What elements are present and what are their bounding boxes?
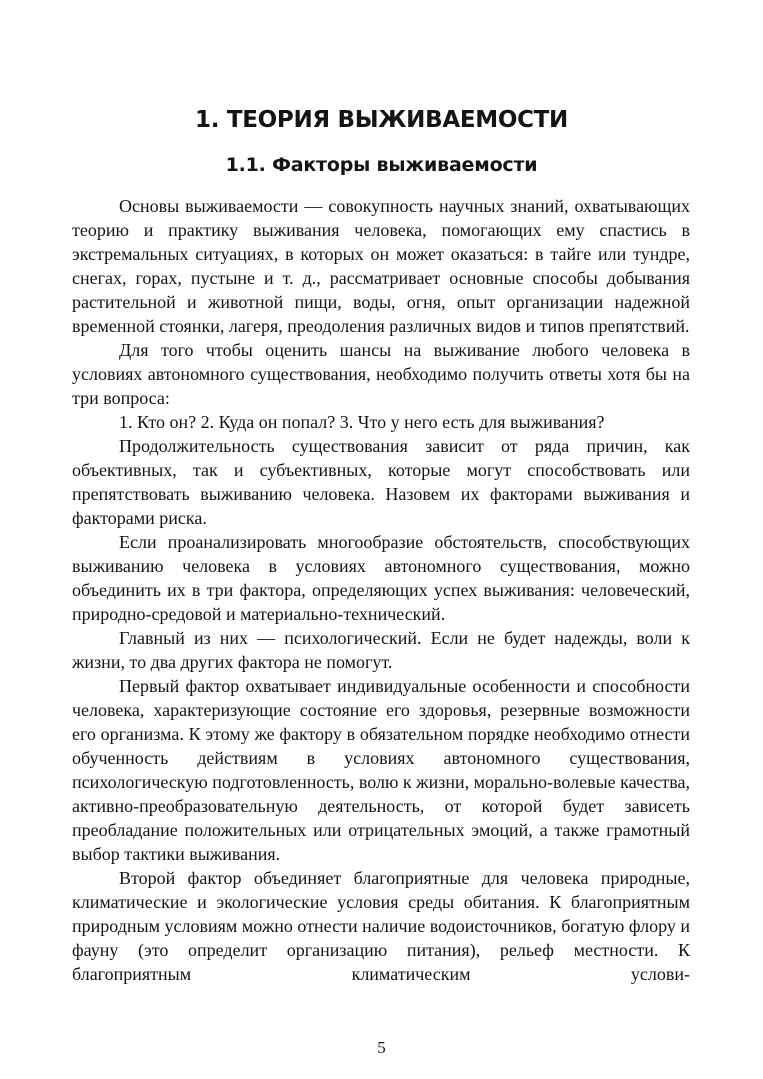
paragraph: 1. Кто он? 2. Куда он попал? 3. Что у него есть для выживания? (119, 412, 605, 432)
paragraph: Первый фактор охватывает индивидуальные особенности и способности человека, характеризующие состояние его здоровья, резервные возможности его организма. К этому же фактору в обязательном порядке необходимо отнести обученность действиям в условиях автономного существования, психологическую подготовленность, волю к жизни, морально-волевые качества, активно-преобразовательную деятельность, от которой будет зависеть преобладание положительных или отрицательных эмоций, а также грамотный выбор тактики выживания. (72, 676, 691, 864)
body-text (72, 194, 690, 986)
paragraph: Главный из них — психологический. Если не будет надежды, воли к жизни, то два других фактора не помогут. (72, 628, 690, 672)
paragraph: Если проанализировать многообразие обстоятельств, способствующих выживанию человека в условиях автономного существования, можно объединить их в три фактора, определяющих успех выживания: человеческий, природно-средовой и материально-технический. (72, 532, 690, 624)
paragraph: Второй фактор объединяет благоприятные для человека природные, климатические и экологические условия среды обитания. К благоприятным природным условиям можно отнести наличие водоисточников, богатую флору и фауну (это определит организацию питания), рельеф местности. К благоприятным климатическим услови- (72, 868, 690, 984)
section-title: 1.1. Факторы выживаемости (225, 154, 538, 176)
paragraph: Для того чтобы оценить шансы на выживание любого человека в условиях автономного существования, необходимо получить ответы хотя бы на три вопроса: (72, 340, 690, 408)
page-number: 5 (377, 1038, 386, 1057)
paragraph: Продолжительность существования зависит от ряда причин, как объективных, так и субъективных, которые могут способствовать или препятствовать выживанию человека. Назовем их факторами выживания и факторами риска. (72, 436, 690, 528)
paragraph: Основы выживаемости — совокупность научных знаний, охватывающих теорию и практику выживания человека, помогающих ему спастись в экстремальных ситуациях, в которых он может оказаться: в тайге или тундре, снегах, горах, пустыне и т. д., рассматривает основные способы добывания растительной и животной пищи, воды, огня, опыт организации надежной временной стоянки, лагеря, преодоления различных видов и типов препятствий. (72, 196, 690, 336)
chapter-title: 1. ТЕОРИЯ ВЫЖИВАЕМОСТИ (195, 107, 568, 133)
